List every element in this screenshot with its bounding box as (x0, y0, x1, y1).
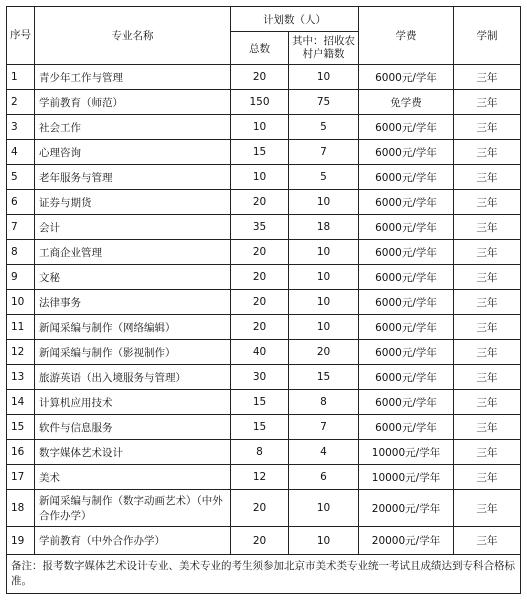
row-index: 5 (7, 165, 35, 190)
table-row (7, 365, 521, 390)
row-index: 8 (7, 240, 35, 265)
row-major-name: 学前教育（中外合作办学） (35, 527, 231, 555)
row-years: 三年 (454, 215, 521, 240)
table-row (7, 390, 521, 415)
row-total: 35 (231, 215, 289, 240)
row-years: 三年 (454, 440, 521, 465)
row-rural: 20 (289, 340, 359, 365)
row-years: 三年 (454, 465, 521, 490)
row-fee: 6000元/学年 (359, 190, 454, 215)
row-index: 11 (7, 315, 35, 340)
header-fee: 学费 (359, 7, 454, 65)
row-rural: 10 (289, 490, 359, 527)
table-row (7, 465, 521, 490)
row-total: 30 (231, 365, 289, 390)
row-years: 三年 (454, 265, 521, 290)
row-rural: 10 (289, 527, 359, 555)
row-index: 13 (7, 365, 35, 390)
table-row (7, 265, 521, 290)
row-total: 15 (231, 415, 289, 440)
row-index: 14 (7, 390, 35, 415)
row-fee: 10000元/学年 (359, 440, 454, 465)
row-rural: 10 (289, 265, 359, 290)
header-index: 序号 (7, 7, 35, 65)
row-fee: 20000元/学年 (359, 490, 454, 527)
row-rural: 10 (289, 190, 359, 215)
table-body (7, 65, 521, 555)
row-index: 18 (7, 490, 35, 527)
row-years: 三年 (454, 165, 521, 190)
row-index: 2 (7, 90, 35, 115)
header-total: 总数 (231, 32, 289, 65)
row-index: 16 (7, 440, 35, 465)
table-row (7, 315, 521, 340)
row-rural: 10 (289, 240, 359, 265)
row-fee: 20000元/学年 (359, 527, 454, 555)
row-fee: 6000元/学年 (359, 390, 454, 415)
table-row (7, 415, 521, 440)
table-row (7, 65, 521, 90)
row-major-name: 新闻采编与制作（影视制作） (35, 340, 231, 365)
row-fee: 6000元/学年 (359, 415, 454, 440)
row-index: 17 (7, 465, 35, 490)
table-row (7, 240, 521, 265)
row-index: 7 (7, 215, 35, 240)
row-total: 20 (231, 190, 289, 215)
row-years: 三年 (454, 290, 521, 315)
table-row (7, 115, 521, 140)
row-years: 三年 (454, 190, 521, 215)
row-fee: 6000元/学年 (359, 315, 454, 340)
row-total: 20 (231, 240, 289, 265)
row-fee: 6000元/学年 (359, 365, 454, 390)
table-row (7, 190, 521, 215)
row-rural: 8 (289, 390, 359, 415)
row-fee: 6000元/学年 (359, 290, 454, 315)
row-major-name: 法律事务 (35, 290, 231, 315)
row-fee: 6000元/学年 (359, 340, 454, 365)
row-total: 15 (231, 140, 289, 165)
row-index: 10 (7, 290, 35, 315)
enrollment-plan-table (6, 6, 521, 594)
row-rural: 4 (289, 440, 359, 465)
row-years: 三年 (454, 527, 521, 555)
header-major: 专业名称 (35, 7, 231, 65)
row-total: 15 (231, 390, 289, 415)
row-index: 12 (7, 340, 35, 365)
row-major-name: 老年服务与管理 (35, 165, 231, 190)
row-years: 三年 (454, 240, 521, 265)
row-index: 4 (7, 140, 35, 165)
row-years: 三年 (454, 115, 521, 140)
table-row (7, 340, 521, 365)
row-years: 三年 (454, 140, 521, 165)
header-years: 学制 (454, 7, 521, 65)
row-total: 20 (231, 290, 289, 315)
row-total: 8 (231, 440, 289, 465)
row-years: 三年 (454, 90, 521, 115)
row-major-name: 旅游英语（出入境服务与管理） (35, 365, 231, 390)
row-major-name: 青少年工作与管理 (35, 65, 231, 90)
row-rural: 7 (289, 140, 359, 165)
row-rural: 5 (289, 165, 359, 190)
row-index: 3 (7, 115, 35, 140)
row-major-name: 学前教育（师范） (35, 90, 231, 115)
row-major-name: 新闻采编与制作（数字动画艺术）（中外合作办学） (35, 490, 231, 527)
table-row (7, 90, 521, 115)
row-total: 20 (231, 265, 289, 290)
row-rural: 10 (289, 65, 359, 90)
row-major-name: 会计 (35, 215, 231, 240)
row-index: 9 (7, 265, 35, 290)
row-rural: 5 (289, 115, 359, 140)
row-total: 20 (231, 315, 289, 340)
row-rural: 10 (289, 315, 359, 340)
row-fee: 免学费 (359, 90, 454, 115)
row-fee: 6000元/学年 (359, 165, 454, 190)
row-rural: 10 (289, 290, 359, 315)
row-total: 20 (231, 490, 289, 527)
row-total: 20 (231, 527, 289, 555)
row-fee: 6000元/学年 (359, 65, 454, 90)
row-rural: 6 (289, 465, 359, 490)
row-rural: 75 (289, 90, 359, 115)
header-plan: 计划数（人） (231, 7, 359, 32)
row-major-name: 计算机应用技术 (35, 390, 231, 415)
row-rural: 15 (289, 365, 359, 390)
row-years: 三年 (454, 365, 521, 390)
row-years: 三年 (454, 415, 521, 440)
row-index: 6 (7, 190, 35, 215)
row-major-name: 软件与信息服务 (35, 415, 231, 440)
row-years: 三年 (454, 390, 521, 415)
row-fee: 6000元/学年 (359, 240, 454, 265)
table-row (7, 290, 521, 315)
row-major-name: 文秘 (35, 265, 231, 290)
row-major-name: 心理咨询 (35, 140, 231, 165)
table-row (7, 440, 521, 465)
row-major-name: 美术 (35, 465, 231, 490)
row-fee: 10000元/学年 (359, 465, 454, 490)
row-index: 19 (7, 527, 35, 555)
row-years: 三年 (454, 65, 521, 90)
row-total: 20 (231, 65, 289, 90)
row-total: 40 (231, 340, 289, 365)
table-row (7, 140, 521, 165)
note-text: 备注：报考数字媒体艺术设计专业、美术专业的考生须参加北京市美术类专业统一考试且成绩达到专科合格标准。 (7, 555, 521, 594)
table-row (7, 490, 521, 527)
row-major-name: 社会工作 (35, 115, 231, 140)
row-fee: 6000元/学年 (359, 215, 454, 240)
row-fee: 6000元/学年 (359, 115, 454, 140)
row-index: 1 (7, 65, 35, 90)
row-rural: 7 (289, 415, 359, 440)
table-row (7, 215, 521, 240)
row-major-name: 证券与期货 (35, 190, 231, 215)
row-years: 三年 (454, 340, 521, 365)
row-rural: 18 (289, 215, 359, 240)
row-major-name: 工商企业管理 (35, 240, 231, 265)
row-total: 10 (231, 115, 289, 140)
note-row (7, 555, 521, 594)
row-major-name: 数字媒体艺术设计 (35, 440, 231, 465)
row-years: 三年 (454, 315, 521, 340)
table-row (7, 527, 521, 555)
row-years: 三年 (454, 490, 521, 527)
row-total: 10 (231, 165, 289, 190)
row-fee: 6000元/学年 (359, 140, 454, 165)
row-fee: 6000元/学年 (359, 265, 454, 290)
header-rural: 其中：招收农村户籍数 (289, 32, 359, 65)
row-index: 15 (7, 415, 35, 440)
table-row (7, 165, 521, 190)
row-major-name: 新闻采编与制作（网络编辑） (35, 315, 231, 340)
row-total: 150 (231, 90, 289, 115)
header-row-top (7, 7, 521, 32)
row-total: 12 (231, 465, 289, 490)
